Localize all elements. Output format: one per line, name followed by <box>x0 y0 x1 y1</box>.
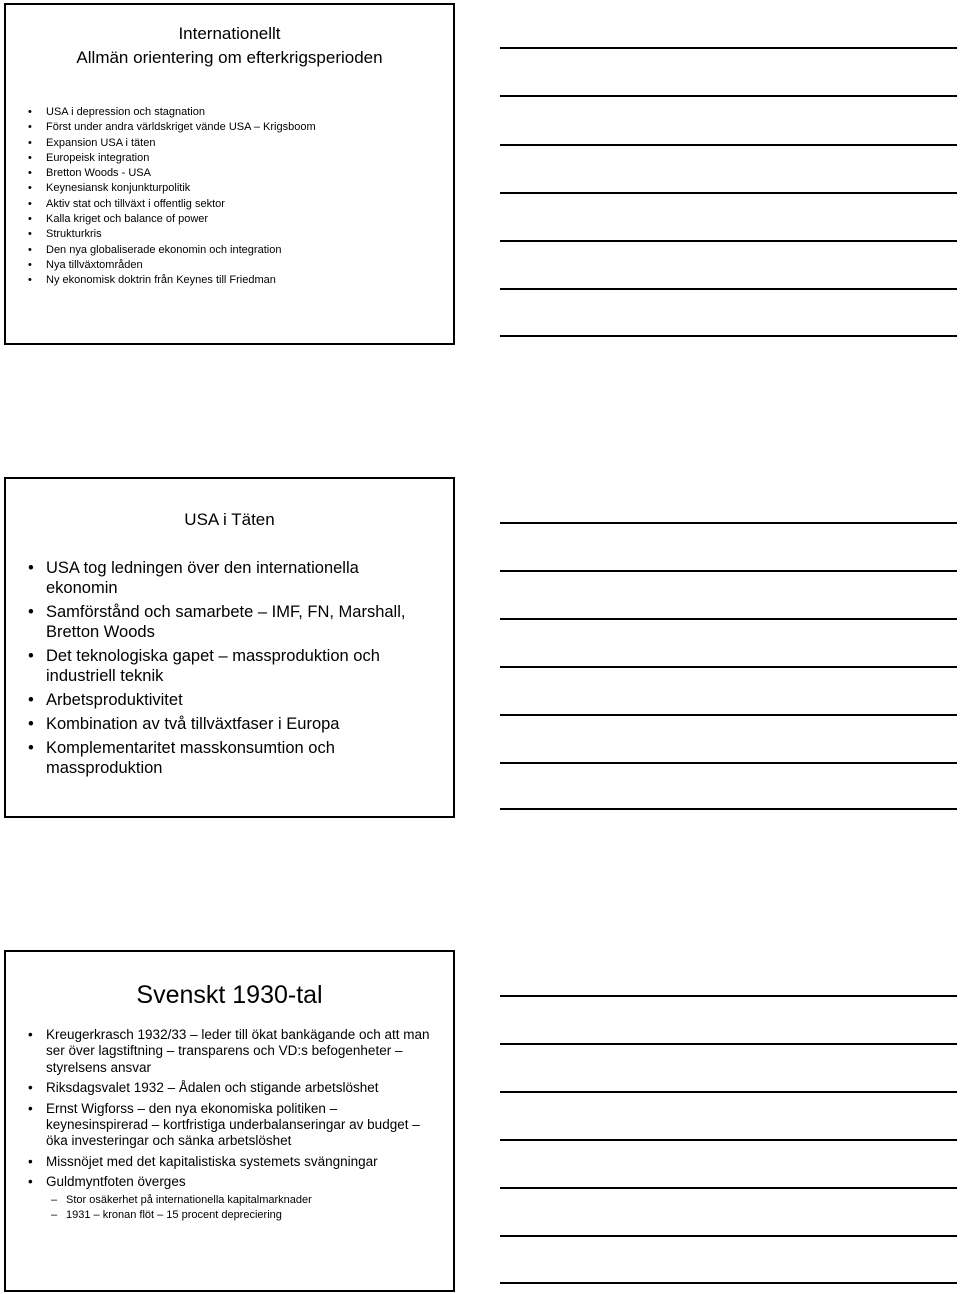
slide-1-bullet-list <box>6 105 453 289</box>
note-line <box>500 1235 957 1237</box>
bullet-item: • Komplementaritet masskonsumtion och massproduktion <box>6 738 453 778</box>
note-line <box>500 144 957 146</box>
bullet-item: • Ernst Wigforss – den nya ekonomiska politiken – keynesinspirerad – kortfristiga underbalanseringar av budget – öka investeringar och sänka arbetslöshet <box>6 1101 453 1150</box>
sub-bullet-item: – Stor osäkerhet på internationella kapitalmarknader <box>46 1193 439 1208</box>
note-line <box>500 335 957 337</box>
note-line <box>500 762 957 764</box>
slide-3-title: Svenskt 1930-tal <box>136 981 323 1009</box>
note-line <box>500 666 957 668</box>
note-line <box>500 1091 957 1093</box>
note-line <box>500 618 957 620</box>
slide-3 <box>4 950 455 1292</box>
note-line <box>500 1139 957 1141</box>
bullet-item: • Det teknologiska gapet – massproduktion och industriell teknik <box>6 646 453 686</box>
bullet-item: • USA tog ledningen över den internationella ekonomin <box>6 558 453 598</box>
bullet-item: • Arbetsproduktivitet <box>6 690 453 710</box>
bullet-item: • Ny ekonomisk doktrin från Keynes till Friedman <box>6 273 453 288</box>
bullet-item: • Missnöjet med det kapitalistiska systemets svängningar <box>6 1154 453 1170</box>
note-line <box>500 240 957 242</box>
slide-2 <box>4 477 455 818</box>
bullet-item <box>6 1174 453 1222</box>
bullet-item: • Kalla kriget och balance of power <box>6 212 453 227</box>
bullet-item: • Den nya globaliserade ekonomin och integration <box>6 243 453 258</box>
slide-1-title-line-1: Internationellt <box>178 24 281 43</box>
note-line <box>500 1187 957 1189</box>
sub-bullet-item: – 1931 – kronan flöt – 15 procent depreciering <box>46 1208 439 1223</box>
slide-1 <box>4 3 455 345</box>
note-line <box>500 1043 957 1045</box>
note-line <box>500 995 957 997</box>
note-line <box>500 95 957 97</box>
slide-2-bullet-list <box>6 558 453 778</box>
bullet-item: • Expansion USA i täten <box>6 136 453 151</box>
bullet-item-text: Guldmyntfoten överges <box>46 1174 186 1190</box>
bullet-item: • Riksdagsvalet 1932 – Ådalen och stigande arbetslöshet <box>6 1080 453 1096</box>
note-line <box>500 1282 957 1284</box>
bullet-item: • Först under andra världskriget vände USA – Krigsboom <box>6 120 453 135</box>
bullet-item: • Keynesiansk konjunkturpolitik <box>6 181 453 196</box>
slide-1-title <box>6 5 453 70</box>
bullet-item: • Kreugerkrasch 1932/33 – leder till ökat bankägande och att man ser över lagstiftning – transparens och VD:s befogenheter – styrelsens ansvar <box>6 1027 453 1076</box>
bullet-item: • Nya tillväxtområden <box>6 258 453 273</box>
note-line <box>500 47 957 49</box>
bullet-item: • Europeisk integration <box>6 151 453 166</box>
note-line <box>500 808 957 810</box>
slide-2-title: USA i Täten <box>184 510 275 529</box>
note-line <box>500 192 957 194</box>
bullet-item: • Samförstånd och samarbete – IMF, FN, Marshall, Bretton Woods <box>6 602 453 642</box>
bullet-item: • Aktiv stat och tillväxt i offentlig sektor <box>6 197 453 212</box>
notes-lines-slide-3 <box>500 950 957 1292</box>
bullet-item: • Strukturkris <box>6 227 453 242</box>
note-line <box>500 288 957 290</box>
slide-1-title-line-2: Allmän orientering om efterkrigsperioden <box>76 48 383 67</box>
notes-lines-slide-1 <box>500 3 957 345</box>
note-line <box>500 522 957 524</box>
notes-lines-slide-2 <box>500 477 957 818</box>
sub-bullet-list <box>46 1193 439 1223</box>
bullet-item: • Kombination av två tillväxtfaser i Europa <box>6 714 453 734</box>
bullet-item: • USA i depression och stagnation <box>6 105 453 120</box>
note-line <box>500 570 957 572</box>
note-line <box>500 714 957 716</box>
bullet-item: • Bretton Woods - USA <box>6 166 453 181</box>
slide-3-bullet-list <box>6 1027 453 1223</box>
